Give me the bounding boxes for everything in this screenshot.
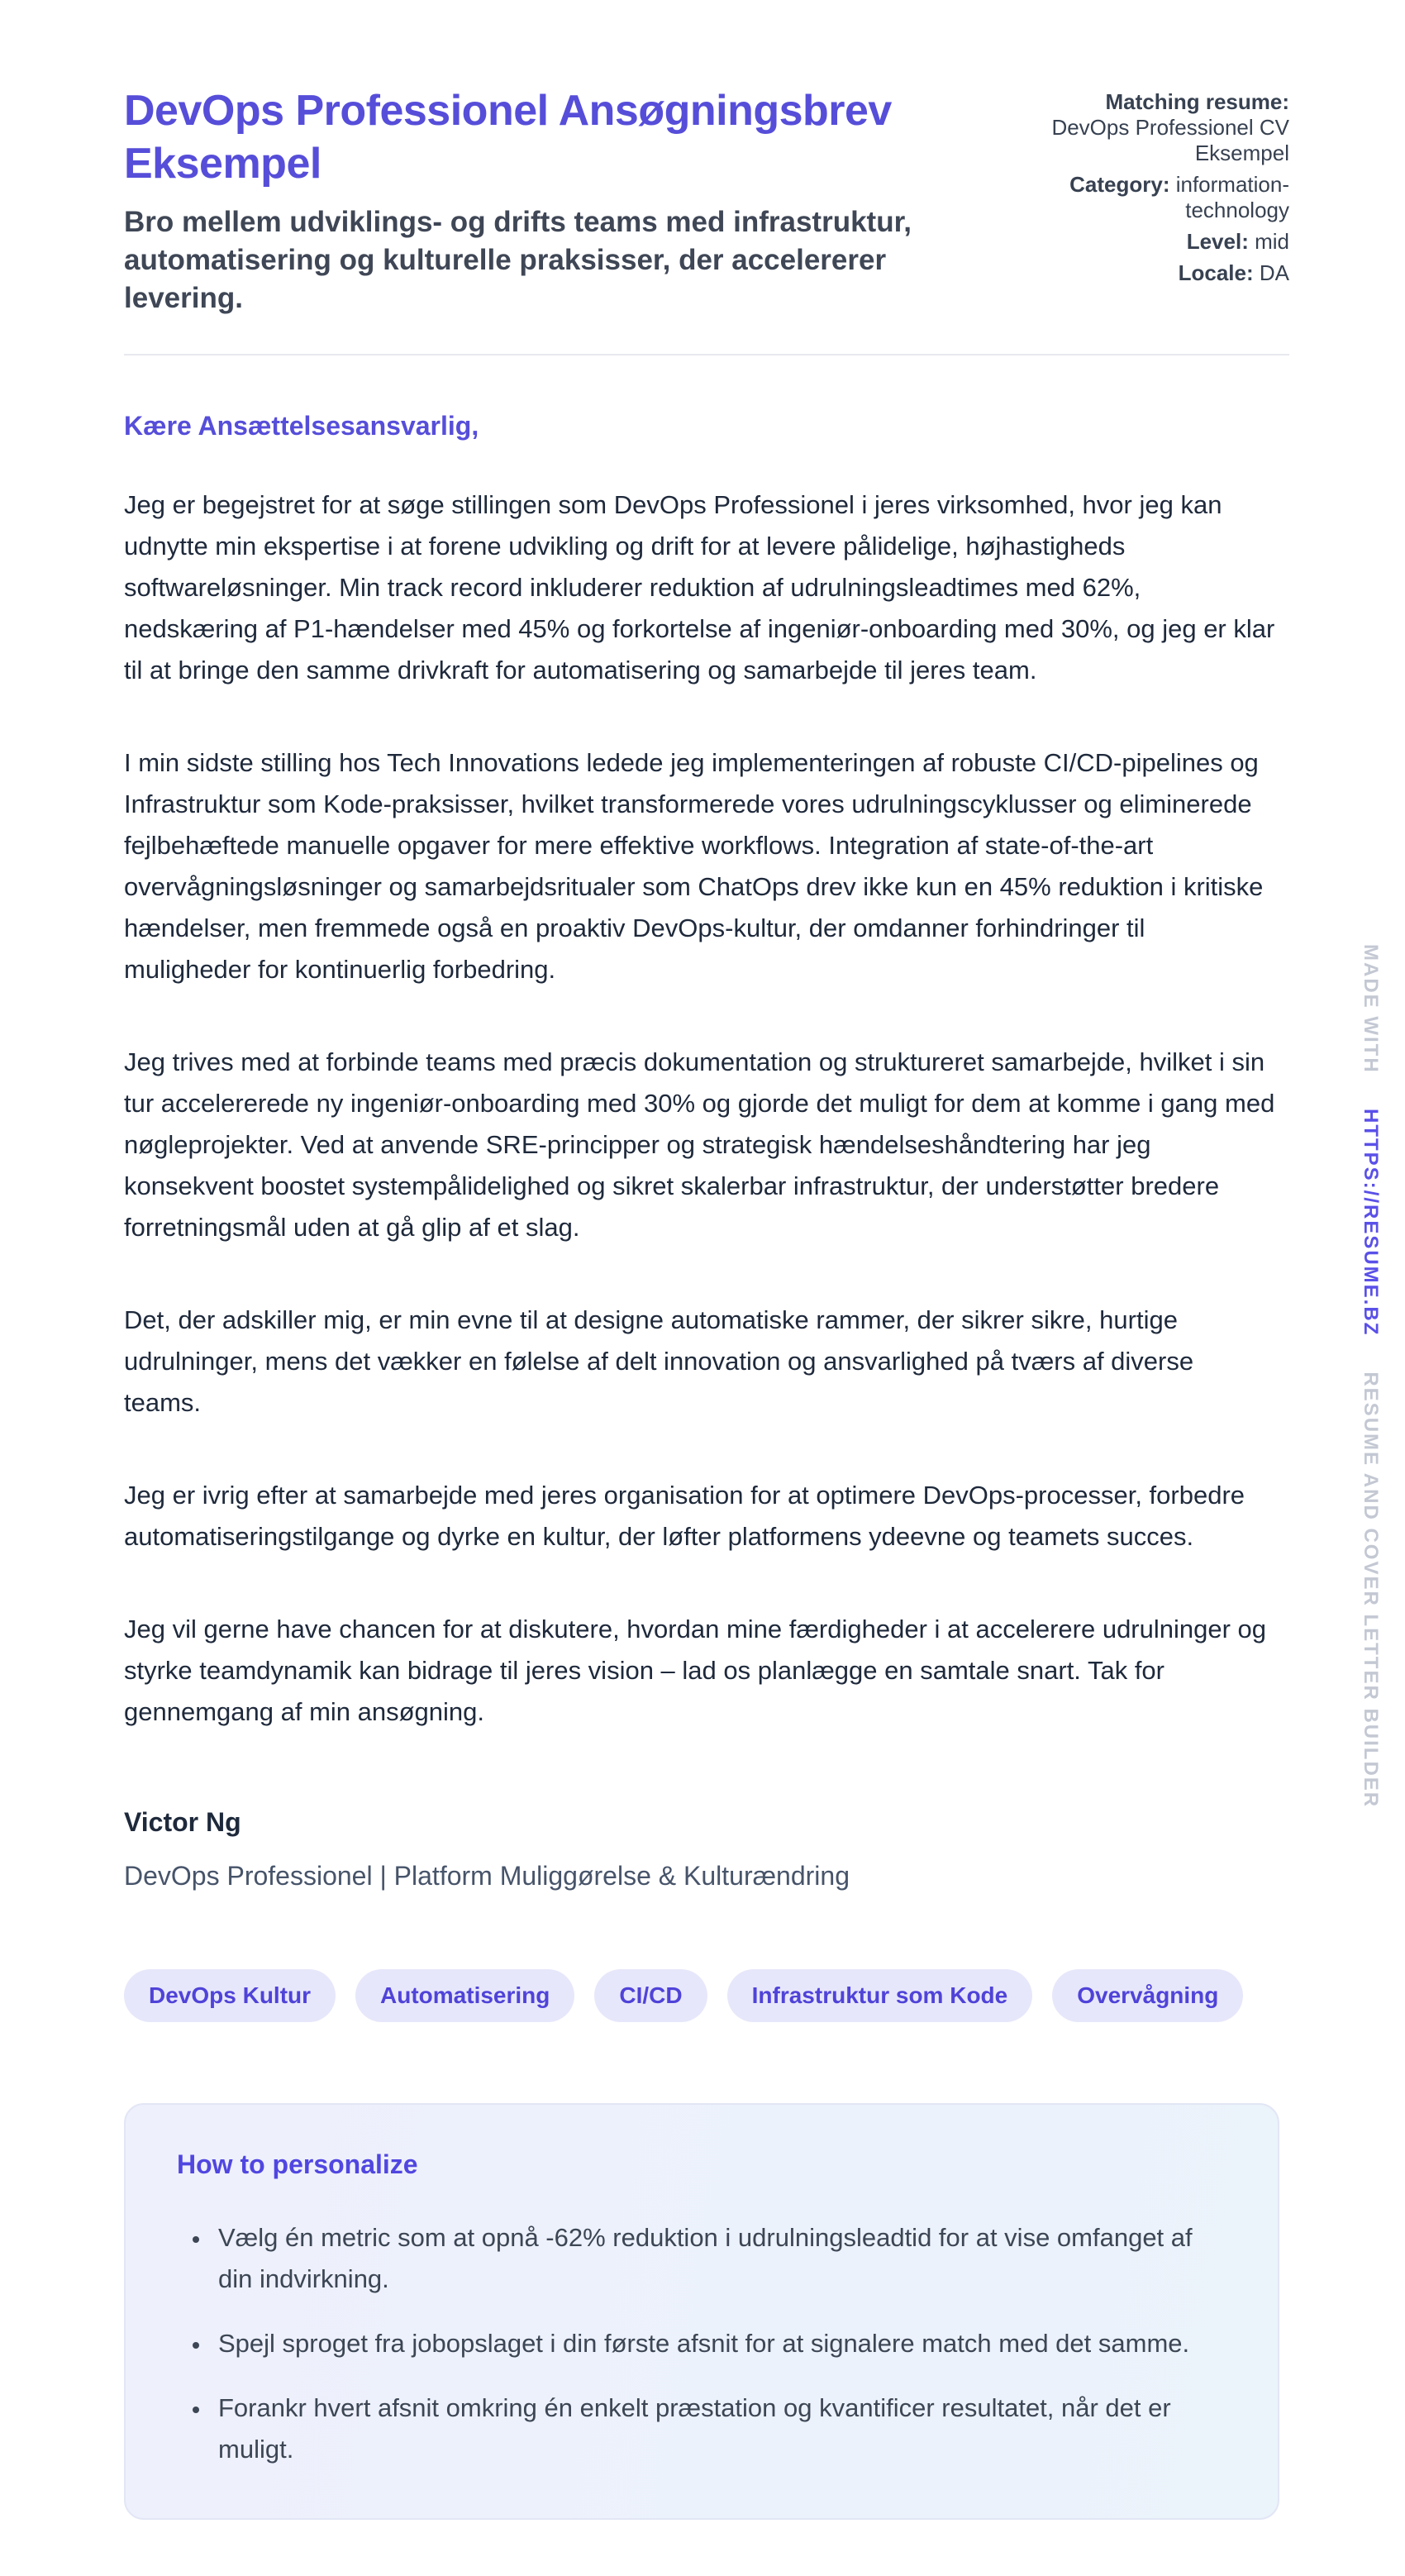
personalize-tips-card <box>124 2103 1279 2520</box>
meta-level-label: Level: <box>1186 229 1255 254</box>
meta-level-value: mid <box>1255 229 1289 254</box>
meta-category-value: information-technology <box>1175 172 1289 222</box>
meta-category <box>1029 172 1289 223</box>
letter-paragraph: Jeg vil gerne have chancen for at diskutere, hvordan mine færdigheder i at accelerere udrulninger og styrke teamdynamik kan bidrage til jeres vision – lad os planlægge en samtale snart. Tak for gennemgang af min ansøgning. <box>124 1615 1267 1726</box>
tag-devops-kultur[interactable]: DevOps Kultur <box>124 1969 336 2022</box>
meta-panel <box>1029 84 1289 292</box>
personalize-tip: • Forankr hvert afsnit omkring én enkelt præstation og kvantificer resultatet, når det er muligt. <box>212 2388 1226 2470</box>
meta-level <box>1029 229 1289 255</box>
tag-infrastruktur-som-kode[interactable]: Infrastruktur som Kode <box>727 1969 1033 2022</box>
letter-paragraph: I min sidste stilling hos Tech Innovations ledede jeg implementeringen af robuste CI/CD-pipelines og Infrastruktur som Kode-praksisser, hvilket transformerede vores udrulningscyklusser og eliminerede fejlbehæftede manuelle opgaver for mere effektive workflows. Integration af state-of-the-art overvågningsløsninger og samarbejdsritualer som ChatOps drev ikke kun en 45% reduktion i kritiske hændelser, men fremmede også en proaktiv DevOps-kultur, der omdanner forhindringer til muligheder for kontinuerlig forbedring. <box>124 748 1264 984</box>
personalize-tips-list <box>177 2217 1226 2470</box>
signature-name: Victor Ng <box>124 1807 241 1837</box>
tag-overvaagning[interactable]: Overvågning <box>1052 1969 1243 2022</box>
tag-cicd[interactable]: CI/CD <box>594 1969 707 2022</box>
header-title-block <box>124 84 992 317</box>
letter-paragraph: Det, der adskiller mig, er min evne til at designe automatiske rammer, der sikrer sikre, hurtige udrulninger, mens det vækker en følelse af delt innovation og ansvarlighed på tværs af diverse teams. <box>124 1305 1194 1417</box>
meta-locale-value: DA <box>1259 260 1289 285</box>
keyword-tags <box>124 1969 1289 2022</box>
personalize-title: How to personalize <box>177 2149 418 2179</box>
resume-bz-link[interactable]: HTTPS://RESUME.BZ <box>1360 1109 1382 1337</box>
personalize-tip: • Vælg én metric som at opnå -62% reduktion i udrulningsleadtid for at vise omfanget af din indvirkning. <box>212 2217 1226 2300</box>
page-subtitle: Bro mellem udviklings- og drifts teams med infrastruktur, automatisering og kulturelle praksisser, der accelererer levering. <box>124 206 912 314</box>
watermark-prefix: MADE WITH <box>1360 944 1382 1074</box>
personalize-tip: • Spejl sproget fra jobopslaget i din første afsnit for at signalere match med det samme. <box>212 2323 1226 2364</box>
tag-automatisering[interactable]: Automatisering <box>355 1969 574 2022</box>
made-with-watermark <box>1359 944 1382 1808</box>
watermark-suffix: RESUME AND COVER LETTER BUILDER <box>1360 1371 1382 1809</box>
signature-role: DevOps Professionel | Platform Muliggørelse & Kulturændring <box>124 1861 850 1891</box>
meta-locale <box>1029 260 1289 286</box>
meta-matching-resume <box>1029 89 1289 166</box>
letter-greeting: Kære Ansættelsesansvarlig, <box>124 411 479 441</box>
letter-paragraph: Jeg er begejstret for at søge stillingen som DevOps Professionel i jeres virksomhed, hvor jeg kan udnytte min ekspertise i at forene udvikling og drift for at levere pålidelige, højhastigheds softwareløsninger. Min track record inkluderer reduktion af udrulningsleadtimes med 62%, nedskæring af P1-hændelser med 45% og forkortelse af ingeniør-onboarding med 30%, og jeg er klar til at bringe den samme drivkraft for automatisering og samarbejde til jeres team. <box>124 490 1275 685</box>
meta-category-label: Category: <box>1069 172 1176 197</box>
page-title: DevOps Professionel Ansøgningsbrev Eksempel <box>124 87 892 188</box>
letter-paragraph: Jeg er ivrig efter at samarbejde med jeres organisation for at optimere DevOps-processer, forbedre automatiseringstilgange og dyrke en kultur, der løfter platformens ydeevne og teamets succes. <box>124 1481 1245 1551</box>
meta-matching-value-link[interactable]: DevOps Professionel CV Eksempel <box>1051 115 1289 165</box>
meta-matching-label: Matching resume: <box>1105 89 1289 114</box>
letter-paragraph: Jeg trives med at forbinde teams med præcis dokumentation og struktureret samarbejde, hvilket i sin tur accelererede ny ingeniør-onboarding med 30% og gjorde det muligt for dem at komme i gang med nøgleprojekter. Ved at anvende SRE-principper og strategisk hændelseshåndtering har jeg konsekvent boostet systempålidelighed og sikret skalerbar infrastruktur, der understøtter bredere forretningsmål uden at gå glip af et slag. <box>124 1047 1275 1242</box>
letter-body <box>124 408 1277 1893</box>
header-divider <box>124 354 1289 355</box>
page-header <box>124 84 1289 317</box>
meta-locale-label: Locale: <box>1178 260 1260 285</box>
